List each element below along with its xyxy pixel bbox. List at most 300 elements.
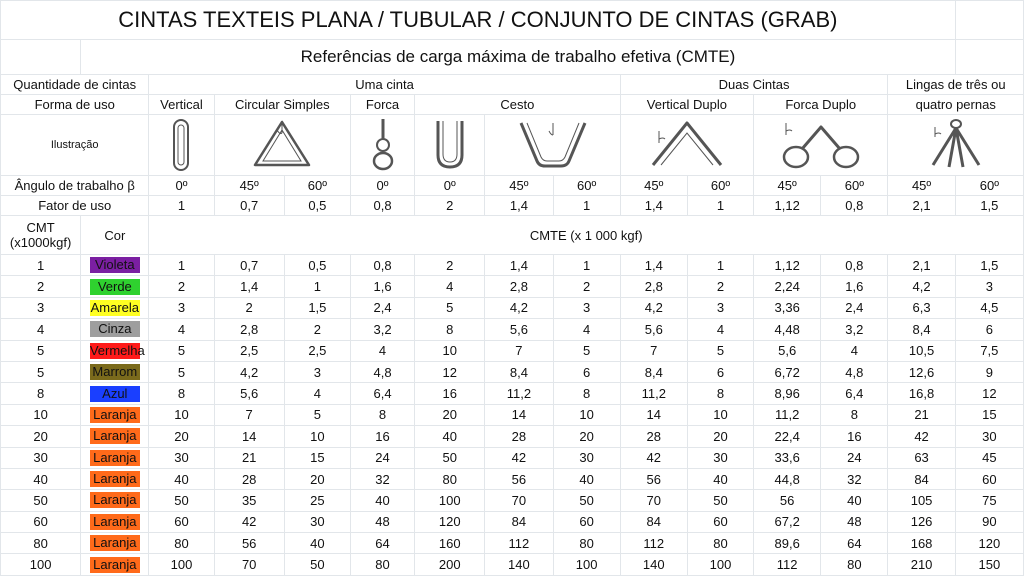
value-cell: 112 <box>485 533 553 554</box>
value-cell: 60 <box>955 468 1023 489</box>
value-cell: 5 <box>284 404 350 425</box>
value-cell: 0,8 <box>350 255 414 276</box>
value-cell: 1 <box>149 255 214 276</box>
value-cell: 4 <box>687 319 753 340</box>
value-cell: 1,6 <box>821 276 888 297</box>
color-swatch: Vermelha <box>89 342 145 358</box>
value-cell: 3 <box>955 276 1023 297</box>
value-cell: 3,2 <box>350 319 414 340</box>
table-row <box>1 554 1024 575</box>
value-cell: 40 <box>553 468 620 489</box>
choke-sling-icon <box>363 117 403 173</box>
value-cell: 1,4 <box>214 276 284 297</box>
value-cell: 1,5 <box>284 297 350 318</box>
value-cell: 10 <box>415 340 485 361</box>
value-cell: 11,2 <box>485 383 553 404</box>
illustration-cell <box>485 115 620 176</box>
value-cell: 80 <box>415 468 485 489</box>
value-cell: 28 <box>485 426 553 447</box>
value-cell: 30 <box>284 511 350 532</box>
cor-cell <box>81 340 149 361</box>
value-cell: 45 <box>955 447 1023 468</box>
illustration-cell <box>214 115 350 176</box>
value-cell: 8 <box>415 319 485 340</box>
value-cell: 1,4 <box>620 255 687 276</box>
value-cell: 4,8 <box>350 361 414 382</box>
cor-cell <box>81 383 149 404</box>
cmt-cell: 1 <box>1 255 81 276</box>
factor-cell: 0,7 <box>214 196 284 216</box>
value-cell: 5 <box>149 361 214 382</box>
cmt-cell: 60 <box>1 511 81 532</box>
value-cell: 42 <box>214 511 284 532</box>
value-cell: 50 <box>687 490 753 511</box>
value-cell: 40 <box>149 468 214 489</box>
value-cell: 50 <box>415 447 485 468</box>
value-cell: 2,8 <box>214 319 284 340</box>
value-cell: 30 <box>553 447 620 468</box>
value-cell: 48 <box>350 511 414 532</box>
value-cell: 75 <box>955 490 1023 511</box>
value-cell: 30 <box>687 447 753 468</box>
value-cell: 80 <box>553 533 620 554</box>
color-swatch: Verde <box>90 279 140 295</box>
value-cell: 200 <box>415 554 485 575</box>
color-swatch: Laranja <box>90 450 140 466</box>
value-cell: 100 <box>415 490 485 511</box>
color-swatch: Laranja <box>90 557 140 573</box>
value-cell: 3 <box>687 297 753 318</box>
value-cell: 7 <box>485 340 553 361</box>
color-swatch: Laranja <box>90 471 140 487</box>
cor-cell <box>81 447 149 468</box>
table-row <box>1 468 1024 489</box>
value-cell: 21 <box>214 447 284 468</box>
value-cell: 7 <box>214 404 284 425</box>
cmte-label: CMTE (x 1 000 kgf) <box>149 216 1024 255</box>
table-row <box>1 383 1024 404</box>
circular-simples-header: Circular Simples <box>214 95 350 115</box>
cmt-cell: 4 <box>1 319 81 340</box>
table-row <box>1 426 1024 447</box>
cmt-cell: 3 <box>1 297 81 318</box>
factor-cell: 1,4 <box>620 196 687 216</box>
value-cell: 89,6 <box>754 533 821 554</box>
value-cell: 2,5 <box>284 340 350 361</box>
value-cell: 70 <box>620 490 687 511</box>
value-cell: 4 <box>149 319 214 340</box>
table-row <box>1 361 1024 382</box>
value-cell: 0,8 <box>821 255 888 276</box>
forma-de-uso-label: Forma de uso <box>1 95 149 115</box>
lingas-header-line2: quatro pernas <box>888 95 1024 115</box>
value-cell: 6 <box>687 361 753 382</box>
value-cell: 2 <box>214 297 284 318</box>
value-cell: 4 <box>553 319 620 340</box>
angle-cell: 45º <box>620 176 687 196</box>
value-cell: 80 <box>821 554 888 575</box>
cmt-cell: 5 <box>1 361 81 382</box>
value-cell: 44,8 <box>754 468 821 489</box>
cmt-header <box>1 216 81 255</box>
vertical-header: Vertical <box>149 95 214 115</box>
angle-cell: 60º <box>284 176 350 196</box>
color-swatch: Laranja <box>90 428 140 444</box>
angle-cell: 60º <box>821 176 888 196</box>
uma-cinta-header: Uma cinta <box>149 75 620 95</box>
value-cell: 9 <box>955 361 1023 382</box>
color-swatch: Laranja <box>90 407 140 423</box>
value-cell: 33,6 <box>754 447 821 468</box>
value-cell: 6 <box>955 319 1023 340</box>
cor-cell <box>81 404 149 425</box>
value-cell: 8 <box>149 383 214 404</box>
value-cell: 20 <box>415 404 485 425</box>
value-cell: 14 <box>214 426 284 447</box>
table-row <box>1 404 1024 425</box>
value-cell: 11,2 <box>620 383 687 404</box>
factor-cell: 1,12 <box>754 196 821 216</box>
angle-cell: 60º <box>687 176 753 196</box>
cor-label: Cor <box>81 216 149 255</box>
value-cell: 16 <box>350 426 414 447</box>
value-cell: 20 <box>687 426 753 447</box>
value-cell: 4,2 <box>620 297 687 318</box>
value-cell: 8 <box>350 404 414 425</box>
value-cell: 2,5 <box>214 340 284 361</box>
value-cell: 40 <box>821 490 888 511</box>
value-cell: 2 <box>415 255 485 276</box>
value-cell: 1,4 <box>485 255 553 276</box>
value-cell: 1 <box>687 255 753 276</box>
factor-cell: 2,1 <box>888 196 955 216</box>
value-cell: 20 <box>284 468 350 489</box>
factor-cell: 1 <box>149 196 214 216</box>
value-cell: 10 <box>284 426 350 447</box>
cmt-cell: 100 <box>1 554 81 575</box>
value-cell: 105 <box>888 490 955 511</box>
value-cell: 150 <box>955 554 1023 575</box>
value-cell: 2,24 <box>754 276 821 297</box>
value-cell: 5 <box>149 340 214 361</box>
value-cell: 12 <box>415 361 485 382</box>
value-cell: 0,7 <box>214 255 284 276</box>
angle-cell: 45º <box>485 176 553 196</box>
angle-cell: 60º <box>553 176 620 196</box>
value-cell: 2,4 <box>821 297 888 318</box>
value-cell: 7 <box>620 340 687 361</box>
cor-cell <box>81 426 149 447</box>
illustration-cell <box>620 115 753 176</box>
cor-cell <box>81 361 149 382</box>
value-cell: 67,2 <box>754 511 821 532</box>
value-cell: 40 <box>415 426 485 447</box>
value-cell: 4 <box>350 340 414 361</box>
illustration-cell <box>415 115 485 176</box>
value-cell: 3,36 <box>754 297 821 318</box>
lingas-header-line1: Lingas de três ou <box>888 75 1024 95</box>
cor-cell <box>81 276 149 297</box>
value-cell: 2 <box>553 276 620 297</box>
factor-cell: 1,5 <box>955 196 1023 216</box>
value-cell: 2,4 <box>350 297 414 318</box>
factor-cell: 1,4 <box>485 196 553 216</box>
cmt-cell: 50 <box>1 490 81 511</box>
value-cell: 1,12 <box>754 255 821 276</box>
value-cell: 10,5 <box>888 340 955 361</box>
value-cell: 210 <box>888 554 955 575</box>
value-cell: 20 <box>553 426 620 447</box>
cor-cell <box>81 255 149 276</box>
value-cell: 4,2 <box>485 297 553 318</box>
value-cell: 5,6 <box>754 340 821 361</box>
color-swatch: Marrom <box>90 364 140 380</box>
cmt-cell: 20 <box>1 426 81 447</box>
cmt-cell: 80 <box>1 533 81 554</box>
value-cell: 56 <box>620 468 687 489</box>
cmt-cell: 8 <box>1 383 81 404</box>
color-swatch: Amarela <box>90 299 140 315</box>
illustration-cell <box>754 115 888 176</box>
value-cell: 5 <box>415 297 485 318</box>
value-cell: 32 <box>350 468 414 489</box>
value-cell: 30 <box>149 447 214 468</box>
value-cell: 5,6 <box>214 383 284 404</box>
cor-cell <box>81 511 149 532</box>
table-row <box>1 340 1024 361</box>
value-cell: 6,4 <box>350 383 414 404</box>
value-cell: 100 <box>149 554 214 575</box>
value-cell: 4,8 <box>821 361 888 382</box>
value-cell: 80 <box>687 533 753 554</box>
cmt-cell: 2 <box>1 276 81 297</box>
value-cell: 60 <box>687 511 753 532</box>
value-cell: 56 <box>485 468 553 489</box>
cor-cell <box>81 297 149 318</box>
cor-cell <box>81 468 149 489</box>
value-cell: 64 <box>350 533 414 554</box>
value-cell: 64 <box>821 533 888 554</box>
value-cell: 70 <box>485 490 553 511</box>
value-cell: 7,5 <box>955 340 1023 361</box>
value-cell: 56 <box>754 490 821 511</box>
value-cell: 50 <box>284 554 350 575</box>
factor-cell: 0,8 <box>821 196 888 216</box>
cor-cell <box>81 554 149 575</box>
table-row <box>1 276 1024 297</box>
value-cell: 120 <box>415 511 485 532</box>
page-title: CINTAS TEXTEIS PLANA / TUBULAR / CONJUNTO DE CINTAS (GRAB) <box>1 1 956 40</box>
value-cell: 50 <box>553 490 620 511</box>
illustration-cell <box>149 115 214 176</box>
value-cell: 4,5 <box>955 297 1023 318</box>
table-row <box>1 297 1024 318</box>
basket-angled-sling-icon <box>513 117 593 173</box>
value-cell: 4,2 <box>214 361 284 382</box>
color-swatch: Azul <box>90 386 140 402</box>
cor-cell <box>81 533 149 554</box>
value-cell: 4,48 <box>754 319 821 340</box>
value-cell: 40 <box>284 533 350 554</box>
value-cell: 21 <box>888 404 955 425</box>
duas-cintas-header: Duas Cintas <box>620 75 888 95</box>
value-cell: 140 <box>620 554 687 575</box>
value-cell: 16 <box>821 426 888 447</box>
value-cell: 28 <box>620 426 687 447</box>
table-row <box>1 255 1024 276</box>
value-cell: 2 <box>687 276 753 297</box>
color-swatch: Laranja <box>90 535 140 551</box>
cmt-label-line1: CMT <box>26 220 55 235</box>
cmt-label-line2: (x1000kgf) <box>9 235 72 250</box>
angle-cell: 60º <box>955 176 1023 196</box>
value-cell: 90 <box>955 511 1023 532</box>
circular-simple-sling-icon <box>247 117 317 173</box>
value-cell: 60 <box>553 511 620 532</box>
value-cell: 70 <box>214 554 284 575</box>
value-cell: 1,6 <box>350 276 414 297</box>
value-cell: 3,2 <box>821 319 888 340</box>
table-row <box>1 533 1024 554</box>
value-cell: 140 <box>485 554 553 575</box>
factor-cell: 1 <box>553 196 620 216</box>
value-cell: 8,4 <box>620 361 687 382</box>
value-cell: 100 <box>553 554 620 575</box>
value-cell: 50 <box>149 490 214 511</box>
value-cell: 40 <box>350 490 414 511</box>
value-cell: 42 <box>888 426 955 447</box>
value-cell: 12,6 <box>888 361 955 382</box>
value-cell: 84 <box>888 468 955 489</box>
value-cell: 2 <box>284 319 350 340</box>
value-cell: 100 <box>687 554 753 575</box>
multi-leg-sling-icon <box>921 117 991 173</box>
value-cell: 4 <box>821 340 888 361</box>
vertical-duplo-header: Vertical Duplo <box>620 95 753 115</box>
vertical-sling-icon <box>161 117 201 173</box>
value-cell: 22,4 <box>754 426 821 447</box>
angle-cell: 45º <box>754 176 821 196</box>
value-cell: 80 <box>350 554 414 575</box>
factor-cell: 1 <box>687 196 753 216</box>
value-cell: 168 <box>888 533 955 554</box>
value-cell: 2 <box>149 276 214 297</box>
value-cell: 16,8 <box>888 383 955 404</box>
cmt-cell: 10 <box>1 404 81 425</box>
value-cell: 20 <box>149 426 214 447</box>
value-cell: 5,6 <box>485 319 553 340</box>
illustration-cell <box>888 115 1024 176</box>
value-cell: 25 <box>284 490 350 511</box>
forca-duplo-header: Forca Duplo <box>754 95 888 115</box>
value-cell: 160 <box>415 533 485 554</box>
cmt-cell: 5 <box>1 340 81 361</box>
value-cell: 42 <box>620 447 687 468</box>
table-row <box>1 447 1024 468</box>
value-cell: 8 <box>553 383 620 404</box>
value-cell: 112 <box>620 533 687 554</box>
factor-cell: 2 <box>415 196 485 216</box>
forca-header: Forca <box>350 95 414 115</box>
angle-cell: 0º <box>415 176 485 196</box>
color-swatch: Laranja <box>90 492 140 508</box>
color-swatch: Violeta <box>90 257 140 273</box>
value-cell: 14 <box>620 404 687 425</box>
illustration-cell <box>350 115 414 176</box>
value-cell: 3 <box>553 297 620 318</box>
value-cell: 8,4 <box>888 319 955 340</box>
value-cell: 80 <box>149 533 214 554</box>
value-cell: 84 <box>485 511 553 532</box>
value-cell: 3 <box>284 361 350 382</box>
color-swatch: Cinza <box>90 321 140 337</box>
value-cell: 24 <box>350 447 414 468</box>
value-cell: 60 <box>149 511 214 532</box>
value-cell: 6,72 <box>754 361 821 382</box>
factor-cell: 0,5 <box>284 196 350 216</box>
value-cell: 14 <box>485 404 553 425</box>
value-cell: 0,5 <box>284 255 350 276</box>
value-cell: 24 <box>821 447 888 468</box>
value-cell: 5 <box>553 340 620 361</box>
value-cell: 6,3 <box>888 297 955 318</box>
angle-cell: 0º <box>149 176 214 196</box>
value-cell: 4,2 <box>888 276 955 297</box>
value-cell: 2,8 <box>620 276 687 297</box>
angle-cell: 45º <box>888 176 955 196</box>
value-cell: 6,4 <box>821 383 888 404</box>
double-choke-sling-icon <box>778 117 864 173</box>
angle-cell: 0º <box>350 176 414 196</box>
value-cell: 63 <box>888 447 955 468</box>
double-vertical-sling-icon <box>647 117 727 173</box>
ilustracao-label: Ilustração <box>1 115 149 176</box>
color-swatch: Laranja <box>90 514 140 530</box>
value-cell: 48 <box>821 511 888 532</box>
value-cell: 4 <box>284 383 350 404</box>
value-cell: 5 <box>687 340 753 361</box>
value-cell: 8 <box>821 404 888 425</box>
value-cell: 10 <box>687 404 753 425</box>
value-cell: 2,1 <box>888 255 955 276</box>
value-cell: 8,96 <box>754 383 821 404</box>
value-cell: 32 <box>821 468 888 489</box>
quantidade-label: Quantidade de cintas <box>1 75 149 95</box>
value-cell: 16 <box>415 383 485 404</box>
value-cell: 120 <box>955 533 1023 554</box>
value-cell: 8 <box>687 383 753 404</box>
value-cell: 42 <box>485 447 553 468</box>
value-cell: 84 <box>620 511 687 532</box>
value-cell: 12 <box>955 383 1023 404</box>
value-cell: 5,6 <box>620 319 687 340</box>
value-cell: 30 <box>955 426 1023 447</box>
value-cell: 15 <box>955 404 1023 425</box>
angulo-label: Ângulo de trabalho β <box>1 176 149 196</box>
table-row <box>1 511 1024 532</box>
table-row <box>1 319 1024 340</box>
value-cell: 6 <box>553 361 620 382</box>
value-cell: 1 <box>553 255 620 276</box>
cor-cell <box>81 490 149 511</box>
value-cell: 1,5 <box>955 255 1023 276</box>
basket-sling-icon <box>430 117 470 173</box>
cesto-header: Cesto <box>415 95 621 115</box>
value-cell: 11,2 <box>754 404 821 425</box>
factor-cell: 0,8 <box>350 196 414 216</box>
value-cell: 28 <box>214 468 284 489</box>
table-row <box>1 490 1024 511</box>
